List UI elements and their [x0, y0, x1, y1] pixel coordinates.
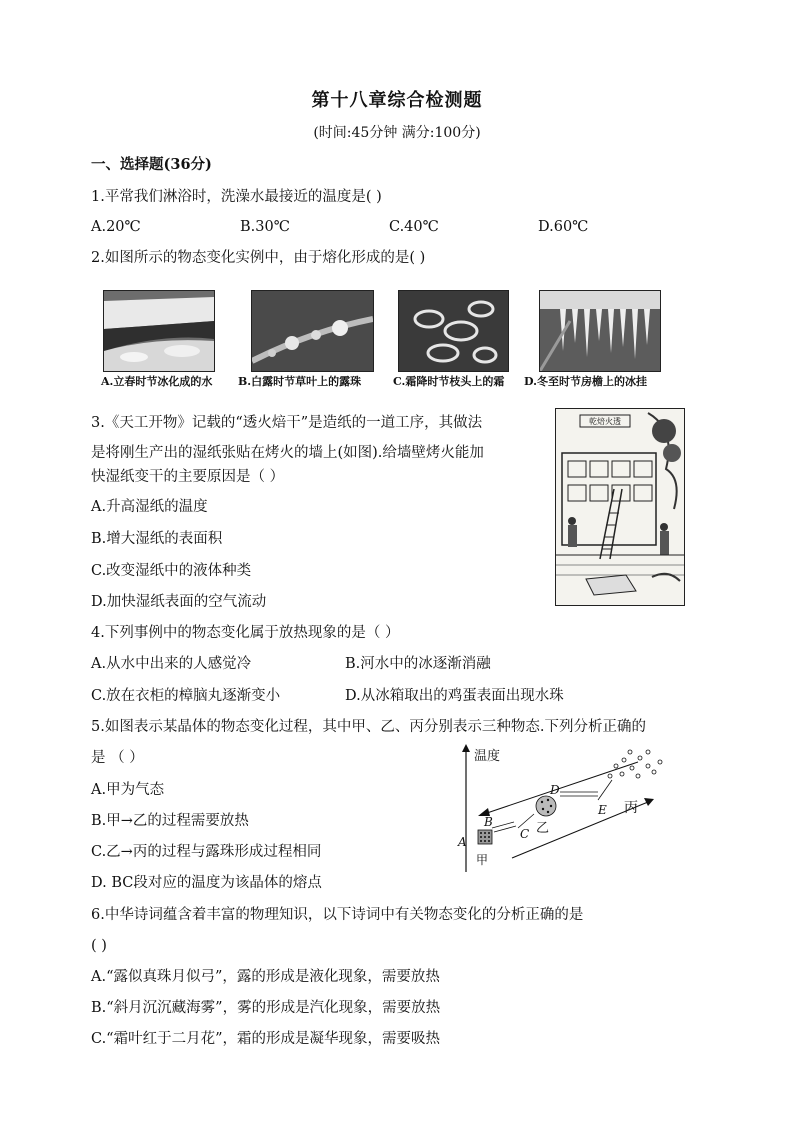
question-6-blank: ( ) [91, 938, 107, 954]
photo-dew-drops [251, 290, 374, 372]
q5-option-d: D. BC段对应的温度为该晶体的熔点 [91, 875, 322, 891]
page-title: 第十八章综合检测题 [311, 90, 483, 111]
state-jia: 甲 [476, 853, 489, 867]
woodcut-title: 乾焙火透 [589, 417, 621, 426]
point-d: D [550, 783, 560, 797]
q3-option-a: A.升高湿纸的温度 [91, 499, 208, 515]
q5-option-b: B.甲→乙的过程需要放热 [91, 813, 249, 829]
exam-info: (时间:45分钟 满分:100分) [313, 125, 481, 141]
question-5-stem-line-2: 是 （ ） [91, 750, 144, 766]
point-b: B [484, 815, 493, 829]
q4-option-b: B.河水中的冰逐渐消融 [345, 656, 491, 672]
q5-option-c: C.乙→丙的过程与露珠形成过程相同 [91, 844, 322, 860]
question-3-stem-line-1: 3.《天工开物》记载的“透火焙干”是造纸的一道工序，其做法 [91, 415, 483, 431]
state-bing: 丙 [624, 800, 638, 816]
point-c: C [520, 827, 530, 841]
q1-option-d: D.60℃ [538, 219, 589, 235]
question-3-stem-line-2: 是将刚生产出的湿纸张贴在烤火的墙上(如图).给墙壁烤火能加 [91, 445, 484, 461]
q4-option-c: C.放在衣柜的樟脑丸逐渐变小 [91, 688, 281, 704]
q1-option-c: C.40℃ [389, 219, 439, 235]
question-2-stem: 2.如图所示的物态变化实例中，由于熔化形成的是( ) [91, 250, 426, 266]
point-a: A [458, 835, 467, 849]
q4-option-a: A.从水中出来的人感觉冷 [91, 656, 252, 672]
question-1-stem: 1.平常我们淋浴时，洗澡水最接近的温度是( ) [91, 189, 382, 205]
section-heading: 一、选择题(36分) [91, 156, 212, 173]
q6-option-c: C.“霜叶红于二月花”，霜的形成是凝华现象，需要吸热 [91, 1031, 441, 1047]
state-yi: 乙 [536, 821, 550, 836]
phase-change-diagram [448, 742, 684, 876]
photo-melting-ice [103, 290, 215, 372]
q1-option-b: B.30℃ [240, 219, 290, 235]
caption-c: C.霜降时节枝头上的霜 [393, 375, 505, 388]
photo-icicles [539, 290, 661, 372]
question-5-stem-line-1: 5.如图表示某晶体的物态变化过程，其中甲、乙、丙分别表示三种物态.下列分析正确的 [91, 719, 646, 735]
caption-d: D.冬至时节房檐上的冰挂 [524, 375, 647, 388]
q4-option-d: D.从冰箱取出的鸡蛋表面出现水珠 [345, 688, 564, 704]
woodcut-illustration [555, 408, 685, 606]
q3-option-c: C.改变湿纸中的液体种类 [91, 563, 252, 579]
caption-b: B.白露时节草叶上的露珠 [238, 375, 362, 388]
q1-option-a: A.20℃ [91, 219, 141, 235]
q3-option-b: B.增大湿纸的表面积 [91, 531, 223, 547]
question-3-stem-line-3: 快湿纸变干的主要原因是（ ） [91, 469, 285, 485]
q5-option-a: A.甲为气态 [91, 782, 165, 798]
q3-option-d: D.加快湿纸表面的空气流动 [91, 594, 267, 610]
question-6-stem: 6.中华诗词蕴含着丰富的物理知识，以下诗词中有关物态变化的分析正确的是 [91, 907, 584, 923]
caption-a: A.立春时节冰化成的水 [101, 375, 213, 388]
axis-label-temperature: 温度 [474, 749, 501, 764]
photo-frost [398, 290, 509, 372]
q6-option-a: A.“露似真珠月似弓”，露的形成是液化现象，需要放热 [91, 969, 440, 985]
point-e: E [598, 803, 607, 817]
q6-option-b: B.“斜月沉沉藏海雾”，雾的形成是汽化现象，需要放热 [91, 1000, 441, 1016]
question-4-stem: 4.下列事例中的物态变化属于放热现象的是（ ） [91, 625, 400, 641]
